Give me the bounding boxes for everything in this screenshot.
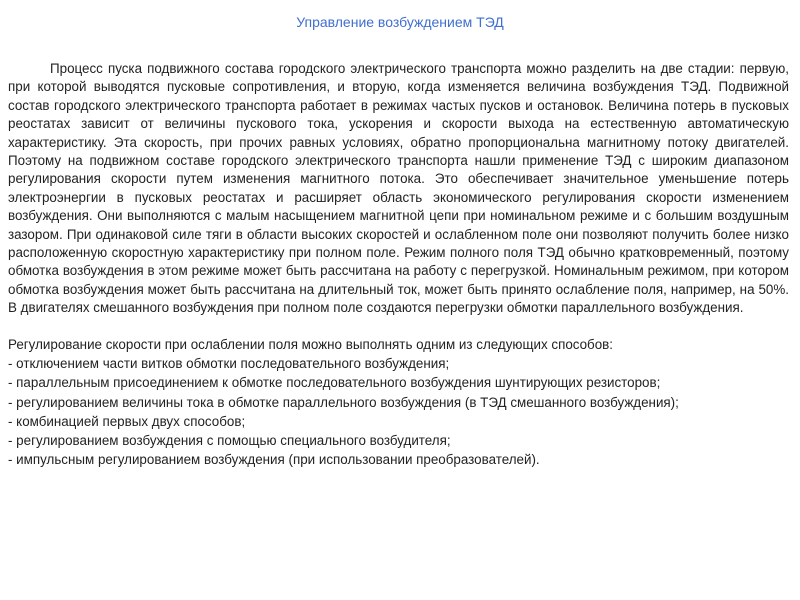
slide-body (8, 60, 789, 470)
list-item: - комбинацией первых двух способов; (8, 413, 246, 429)
list-item: - регулированием возбуждения с помощью специального возбудителя; (8, 433, 451, 449)
list-item: - импульсным регулированием возбуждения (при использовании преобразователей). (8, 452, 540, 468)
main-paragraph: Процесс пуска подвижного состава городского электрического транспорта можно разделить на две стадии: первую, при которой выводятся пусковые сопротивления, и вторую, когда изменяется величина возбуждения ТЭД. Подвижной состав городского электрического транспорта работает в режимах частых пусков и остановок. Величина потерь в пусковых реостатах зависит от величины пускового тока, ускорения и скорости выхода на естественную автоматическую характеристику. Эта скорость, при прочих равных условиях, обратно пропорциональна магнитному потоку двигателей. Поэтому на подвижном составе городского электрического транспорта нашли применение ТЭД с широким диапазоном регулирования скорости путем изменения магнитного потока. Это обеспечивает значительное уменьшение потерь электроэнергии в пусковых реостатах и расширяет область экономического регулирования скорости изменением возбуждения. Они выполняются с малым насыщением магнитной цепи при номинальном режиме и с большим воздушным зазором. При одинаковой силе тяги в области высоких скоростей и ослабленном поле они позволяют получить более низко расположенную скоростную характеристику при полном поле. Режим полного поля ТЭД обычно кратковременный, поэтому обмотка возбуждения в этом режиме может быть рассчитана на работу с перегрузкой. Номинальным режимом, при котором обмотка возбуждения может быть рассчитана на длительный ток, может быть принято ослабление поля, например, на 50%. В двигателях смешанного возбуждения при полном поле создаются перегрузки обмотки параллельного возбуждения. (8, 61, 789, 316)
slide-title: Управление возбуждением ТЭД (296, 14, 504, 30)
methods-intro: Регулирование скорости при ослаблении поля можно выполнять одним из следующих способов: (8, 336, 614, 352)
list-item: - параллельным присоединением к обмотке последовательного возбуждения шунтирующих резисторов; (8, 375, 661, 391)
list-item: - отключением части витков обмотки последовательного возбуждения; (8, 355, 450, 371)
methods-list (8, 354, 789, 470)
list-item: - регулированием величины тока в обмотке параллельного возбуждения (в ТЭД смешанного возбуждения); (8, 394, 679, 410)
methods-section (8, 335, 789, 470)
